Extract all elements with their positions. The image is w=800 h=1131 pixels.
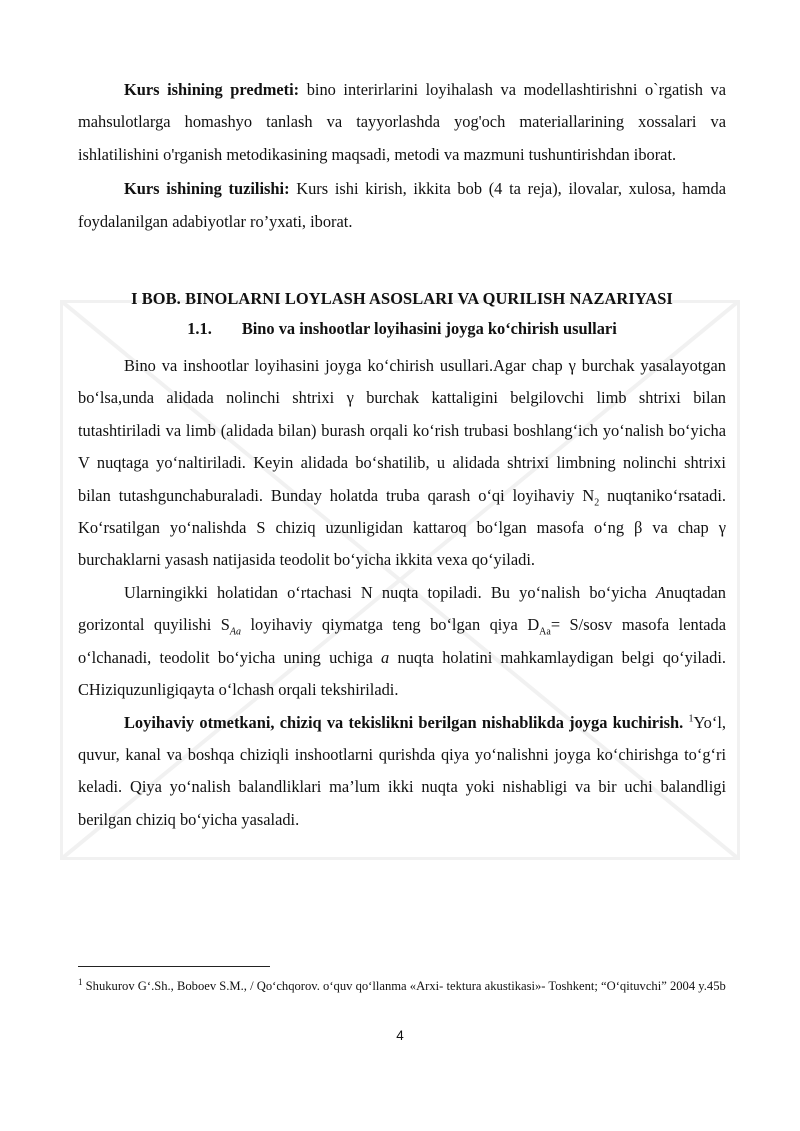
paragraph-text: = S/sosv masofa lentada o‘lchanadi, teodolit bo‘yicha uning uchiga (78, 615, 726, 667)
section-title: Bino va inshootlar loyihasini joyga ko‘chirish usullari (241, 319, 617, 339)
subject-text: bino interirlarini loyihalash va modellashtirishni o`rgatish va mahsulotlarga homashyo tanlash va tayyorlashda yog'och materiallarining xossalari va ishlatilishini o'rganish metodikasining maqsadi, metodi va mazmuni tushuntirishdan iborat. (78, 80, 726, 164)
paragraph-subject (78, 74, 726, 171)
paragraph-text: nuqtaniko‘rsatadi. Ko‘rsatilgan yo‘nalishda S chiziq uzunligidan kattaroq bo‘lgan masofa o‘ng β va chap γ burchaklarni yasash natijasida teodolit bo‘yicha ikkita vexa qo‘yiladi. (78, 485, 726, 570)
paragraph-midpoint (78, 577, 726, 707)
footnote-reference[interactable]: 1 (688, 713, 694, 725)
section-number: 1.1. (187, 319, 212, 339)
footnote (78, 972, 726, 1000)
paragraph-structure (78, 173, 726, 238)
footnote-divider (78, 966, 270, 967)
page-number: 4 (396, 1028, 404, 1043)
subscript: Aa (539, 626, 551, 638)
point-label: a (381, 647, 390, 667)
subscript: 2 (594, 496, 600, 508)
body-text (78, 74, 726, 836)
subject-label: Kurs ishining predmeti: (124, 80, 300, 99)
paragraph-text: nuqta holatini mahkamlaydigan belgi qo‘yiladi. CHiziquzunligiqayta o‘lchash orqali tekshiriladi. (78, 647, 726, 700)
point-label: A (655, 582, 666, 602)
structure-label: Kurs ishining tuzilishi: (124, 179, 290, 199)
paragraph-transfer-methods (78, 350, 726, 577)
footnote-mark: 1 (78, 976, 83, 987)
paragraph-text: loyihaviy qiymatga teng bo‘lgan qiya D (241, 615, 540, 635)
slope-label: Loyihaviy otmetkani, chiziq va tekislikni berilgan nishablikda joyga kuchirish. (124, 712, 684, 732)
section-heading (78, 314, 726, 344)
footnote-text: Shukurov G‘.Sh., Boboev S.M., / Qo‘chqorov. o‘quv qo‘llanma «Arxi- tektura akustikasi»- Toshkent; “O‘qituvchi” 2004 y.45b (82, 979, 726, 993)
paragraph-text: Ularningikki holatidan o‘rtachasi N nuqta topiladi. Bu yo‘nalish bo‘yicha (124, 582, 656, 602)
structure-text: Kurs ishi kirish, ikkita bob (4 ta reja), ilovalar, xulosa, hamda foydalanilgan adabiyotlar ro’yxati, iborat. (78, 179, 726, 231)
chapter-title: I BOB. BINOLARNI LOYLASH ASOSLARI VA QURILISH NAZARIYASI (131, 289, 673, 309)
subscript: Aa (229, 626, 242, 638)
paragraph-text: Yo‘l, quvur, kanal va boshqa chiziqli inshootlarni qurishda qiya yo‘nalishni joyga ko‘chirishga to‘g‘ri keladi. Qiya yo‘nalish balandliklari ma’lum ikki nuqta yoki nishabligi va bir uchi balandligi berilgan chiziq bo‘yicha yasaladi. (78, 712, 726, 829)
paragraph-text: Bino va inshootlar loyihasini joyga ko‘chirish usullari.Agar chap γ burchak yasalayotgan bo‘lsa,unda alidada nolinchi shtrixi γ burchak kattaligini belgilovchi limb shtrixi bilan tutashtiriladi va limb (alidada bilan) burash orqali ko‘rish trubasi boshlang‘ich yo‘nalish bo‘yicha V nuqtaga yo‘naltiriladi. Keyin alidada bo‘shatilib, u alidada shtrixi limbning nolinchi shtrixi bilan tutashgunchaburaladi. Bunday holatda truba qarash o‘qi loyihaviy N (78, 356, 726, 505)
paragraph-slope-transfer (78, 707, 726, 837)
paragraph-text: nuqtadan gorizontal quyilishi S (78, 582, 726, 635)
